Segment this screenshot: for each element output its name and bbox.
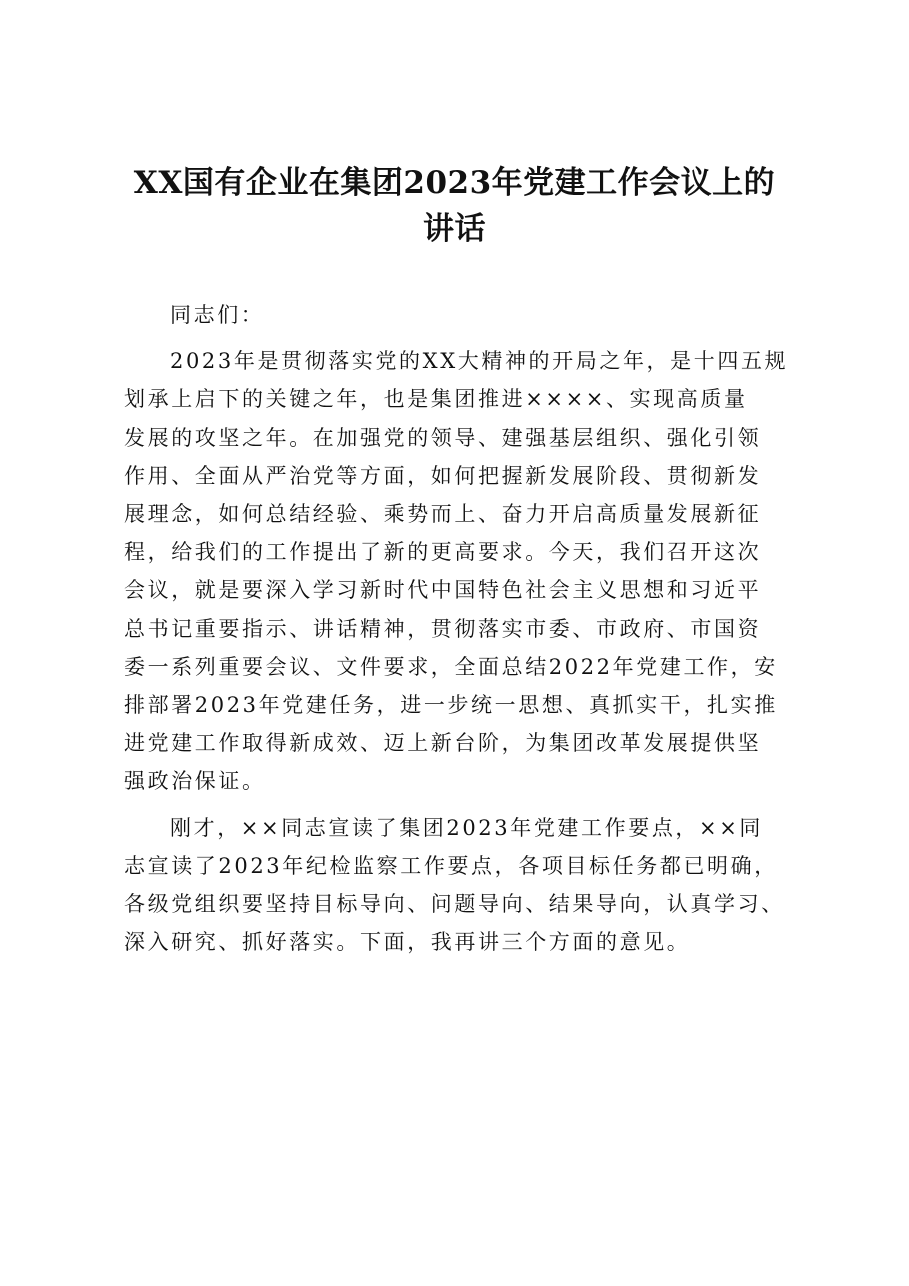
paragraph-line: 划承上启下的关键之年，也是集团推进××××、实现高质量 — [124, 387, 748, 412]
paragraph-line: 委一系列重要会议、文件要求，全面总结2022年党建工作，安 — [124, 654, 778, 679]
paragraph-line: 发展的攻坚之年。在加强党的领导、建强基层组织、强化引领 — [124, 425, 762, 450]
greeting-text: 同志们： — [170, 303, 265, 327]
paragraph-line: 志宣读了2023年纪检监察工作要点，各项目标任务都已明确， — [124, 853, 778, 878]
paragraph-line: 强政治保证。 — [124, 769, 266, 794]
document-title — [90, 160, 819, 252]
paragraph-1 — [124, 342, 808, 800]
paragraph-2 — [124, 809, 808, 962]
title-line-2: 讲话 — [423, 211, 486, 247]
paragraph-line: 进党建工作取得新成效、迈上新台阶，为集团改革发展提供坚 — [124, 731, 762, 756]
paragraph-line: 刚才，××同志宣读了集团2023年党建工作要点，××同 — [170, 815, 764, 840]
paragraph-line: 各级党组织要坚持目标导向、问题导向、结果导向，认真学习、 — [124, 892, 785, 917]
document-body — [124, 296, 808, 961]
paragraph-line: 会议，就是要深入学习新时代中国特色社会主义思想和习近平 — [124, 578, 762, 603]
paragraph-line: 展理念，如何总结经验、乘势而上、奋力开启高质量发展新征 — [124, 502, 762, 527]
paragraph-line: 程，给我们的工作提出了新的更高要求。今天，我们召开这次 — [124, 540, 762, 565]
paragraph-line: 作用、全面从严治党等方面，如何把握新发展阶段、贯彻新发 — [124, 463, 762, 488]
title-line-1: XX国有企业在集团2023年党建工作会议上的 — [133, 165, 776, 201]
paragraph-line: 总书记重要指示、讲话精神，贯彻落实市委、市政府、市国资 — [124, 616, 762, 641]
paragraph-line: 2023年是贯彻落实党的XX大精神的开局之年，是十四五规 — [170, 349, 789, 374]
paragraph-line: 排部署2023年党建任务，进一步统一思想、真抓实干，扎实推 — [124, 693, 778, 718]
greeting — [124, 296, 808, 334]
paragraph-line: 深入研究、抓好落实。下面，我再讲三个方面的意见。 — [124, 930, 691, 955]
